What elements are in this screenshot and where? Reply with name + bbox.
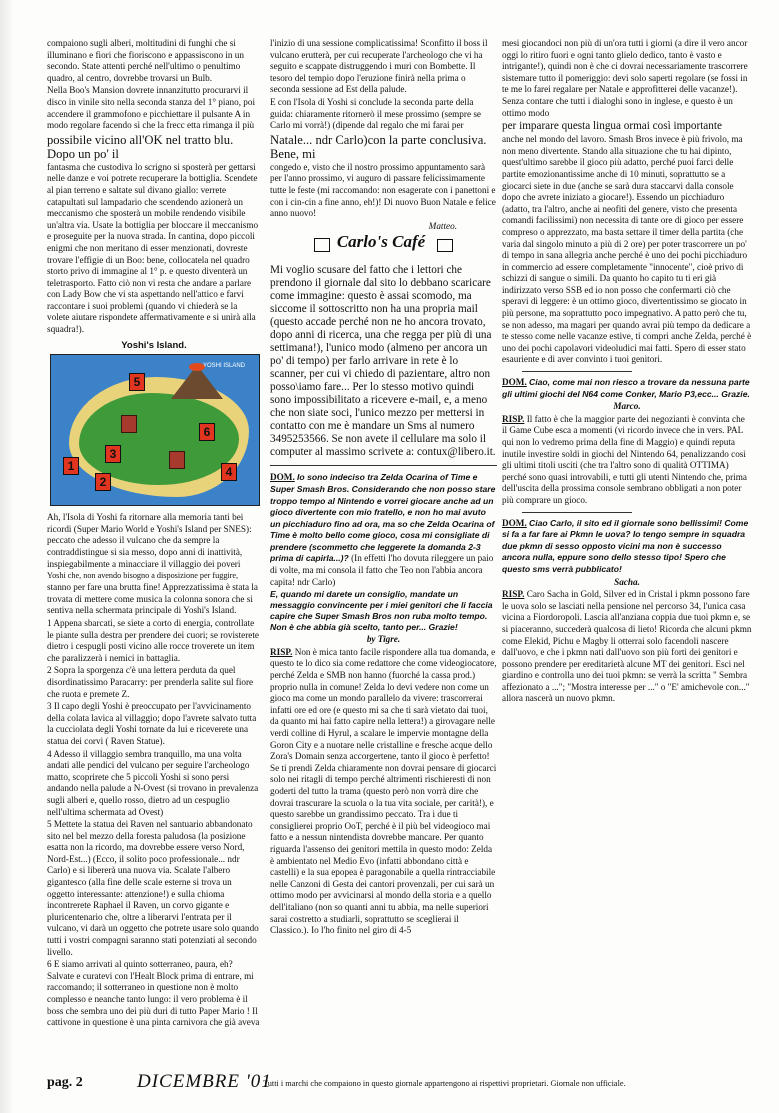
question-text: E, quando mi darete un consiglio, mandate un messaggio convincente per i miei genitori che li faccia capire che Super Smash Bros non ruba molto tempo. Non è che abbia già scelto, tanto per... Grazie! [270,589,493,633]
column-2 [270,38,497,1028]
paragraph-large: per imparare questa lingua ormai così importante [502,120,722,133]
answer-text: Caro Sacha in Gold, Silver ed in Cristal i pkmn possono fare le uova solo se lasciati nella pensione nel percorso 34, l'unica casa vicina a Fiordoropoli. Lascia all'anziana coppia due tuoi pkmn e, se si piaceranno, succederà qualcosa di lieto! Ricorda che alcuni pkmn come Elekid, Pichu e Magby li otterrai solo facendoli nascere dall'uovo, e che i pkmn nati dall'uovo son più forti dei genitori e possono prendere per ereditarietà alcune MT dei genitori. Esci nel giardino e controlla uno dei tuoi pkmn: se verrà la scritta " Sembra affezionato a ..."; "Mostra interesse per ..." o "E' amichevole con..." allora nascerà un nuovo pkmn. [502,589,752,704]
scan-edge-shadow [0,0,14,1113]
paragraph: mesi giocandoci non più di un'ora tutti i giorni (a dire il vero ancor oggi lo ritiro fuori e ogni tanto glielo dedico, tanto è vasto e intrigante!), quindi non è che ci dovrai necessariamente trascorrere sistemare tutto il pomeriggio: devi solo saperti regolare (se fossi in te me lo farei regalare per Natale e approfitterei delle vacanze!). Senza contare che tutti i dialoghi sono in inglese, e questo è un ottimo modo [502,38,748,118]
divider [270,465,497,466]
question-signature: Sacha. [614,576,640,587]
disclaimer: Tutti i marchi che compaiono in questo giornale appartengono ai rispettivi proprietari. Giornale non ufficiale. [263,1079,626,1088]
computer-icon [437,239,453,252]
question-label: DOM. [502,377,527,388]
map-marker-3: 3 [105,445,121,463]
question-label: DOM. [502,517,527,528]
map-marker-5: 5 [129,373,145,391]
column-3 [502,38,752,1038]
question-signature: by Tigre. [366,634,401,645]
paragraph: Mi voglio scusare del fatto che i lettori che prendono il giornale dal sito lo debbano scaricare come immagine: questo è assai scomodo, ma siccome il sottoscritto non ha una propria mail (questo accade perché non ne ho ancora trovato, dopo anni di ricerca, una che regga per più di una settimana!), l'unico modo (almeno per ancora un po' di tempo) per farlo arrivare in rete è lo scanner, per cui vi chiedo di pazientare, altro non posso\iamo fare... Per lo stesso motivo quindi sono impossibilitato a ricevere e-mail, e, a meno che non siate soci, l'unico mezzo per mettersi in contatto con me è mandare un Sms al numero 3495253566. Se non avete il cellulare ma solo il computer al massimo scrivete a: contux@libero.it. [270,264,496,459]
answer-label: RISP. [502,413,525,424]
paragraph: 3 Il capo degli Yoshi è preoccupato per l'avvicinamento della colata lavica al villaggio; dopo l'avrete salvato tutta la cucciolata degli Yoshi tornate da lui e riceverete una statua dei corvi ( Raven Statue). [47,701,257,746]
page-footer [47,1071,747,1093]
paragraph-large: possibile vicino all'OK nel tratto blu. Dopo un po' il [47,132,234,161]
paragraph: stanno per fare una brutta fine! Apprezzatissima è stata la trovata di mettere come musica la colonna sonora che si sentiva nella schermata principale di Yoshi's Island. [47,582,258,616]
paragraph: E con l'Isola di Yoshi si conclude la seconda parte della guida: chiaramente ritornerò il mese prossimo (sempre se Carlo mi vorrà!) (dipende dal regalo che mi farai per [270,96,481,131]
paragraph-small: Yoshi che, non avendo bisogno a disposizione per fuggire, [47,571,239,581]
divider [522,512,632,513]
paragraph: 4 Adesso il villaggio sembra tranquillo, ma una volta andati alle pendici del vulcano per seguire l'archeologo matto, scoprirete che 5 piccoli Yoshi si sono persi andando nella palude a N-Ovest (si trovano in prevalenza sugli alberi e, quello rosso, dietro ad un cespuglio nell'ultima schermata ad Ovest) [47,748,259,817]
map-house [169,451,185,469]
map-marker-6: 6 [199,423,215,441]
paragraph: congedo e, visto che il nostro prossimo appuntamento sarà per l'anno prossimo, vi auguro di passare felicissimamente tutte le feste (mi raccomando: non esagerate con i panettoni e con i cin-cin a fine anno, eh!)! Di nuovo Buon Natale e felice anno nuovo! [270,161,496,219]
map-island-jungle [79,393,239,485]
question-text: Ciao Carlo, il sito ed il giornale sono bellissimi! Come si fa a far fare ai Pkmn le uova? Io tengo sempre in squadra due pkmn di sesso opposto vicini ma non è successo ancora nulla, eppure sono dello stesso tipo! Spero che questo sms verrà pubblicato! [502,517,749,574]
paragraph: Nella Boo's Mansion dovrete innanzitutto procurarvi il disco in vinile sito nella seconda stanza del 1° piano, poi accendere il grammofono e picchiettare il pulsante A in modo regolare facendo sì che la frecc etta rimanga il più [47,85,256,131]
paragraph: anche nel mondo del lavoro. Smash Bros invece è più frivolo, ma non meno divertente. Stando alla situazione che tu hai dipinto, quest'ultimo sarebbe il gioco più adatto, perché puoi farci delle partite emozionantissime anche di 10 minuti, soprattutto se a giocarci siete in due (anche se sarà dura staccarvi dalla console dopo che avrete iniziato a giocare!). Essendo un picchiaduro (adatto, tra l'altro, anche ai neofiti del genere, visto che presenta comandi facilissimi) non necessita di tante ore di gioco per essere compreso o apprezzato, ma basta settare il timer della partita (che varia dal singolo minuto a più di 2 ore) per poter trascorrere un po' di tempo in sana allegria anche perché è uno dei pochi picchiaduro in commercio ad essere completamente "innocente", cioè privo di schizzi di sangue o simili. Da quanto ho capito tu ti eri già indirizzato verso SSB ed io non posso che confermarti ciò che speravi di leggere: è un ottimo gioco, divertentissimo se giocato in più persone, ma soprattutto poco impegnativo. A patto però che tu, se non adesso, ma magari per quando avrai più tempo da dedicare a te stesso come nelle vacanze estive, ti compri anche Zelda, perché è uno dei pochi capolavori videoludici mai fatti. Spero di esser stato esauriente e di aver convinto i tuoi genitori. [502,134,752,365]
cafe-header [270,232,497,262]
map-house [121,415,137,433]
paragraph-large: Natale... ndr Carlo)con la parte conclusiva. Bene, mi [270,132,487,161]
island-map-image [50,354,260,506]
paragraph: 6 E siamo arrivati al quinto sotterraneo, paura, eh? Salvate e curatevi con l'Healt Block prima di entrare, mi raccomando; il sotterraneo in questione non è molto complesso e neanche tanto lungo: il vero problema è il boss che sembra uno dei più duri di tutto Paper Mario ! Il cattivone in questione è una pinta carnivora che già aveva [47,959,260,1028]
cafe-logo-icon [314,238,330,252]
paragraph: 5 Mettete la statua dei Raven nel santuario abbandonato sito nel bel mezzo della foresta paludosa (la posizione esatta non la ricordo, ma dovrebbe essere verso Nord, Nord-Est...) (Ecco, il solito poco professionale... ndr Carlo) e si libererà una nuova via. Scalate l'albero gigantesco (alla fine delle scale esterne si trova un oggetto interessante: attenzione!) e sulla chioma incontrerete Raphael il Raven, un corvo gigante e pluricentenario che, oltre a liberarvi l'entrata per il vulcano, vi darà un oggetto che potrete usare solo quando tutti i vostri compagni saranno stati potenziati al secondo livello. [47,819,259,957]
column-1 [47,38,261,1028]
question-text: Io sono indeciso tra Zelda Ocarina of Time e Super Smash Bros. Considerando che non posso stare troppo tempo al Nintendo e vorrei giocare anche ad un gioco divertente con mio fratello, e non ho mai avuto un picchiaduro fino ad ora, ma so che Zelda Ocarina of Time è molto bello come gioco, cosa mi consigliate di prendere (scommetto che leggerete la domanda 2-3 prima di capirla...)? [270,472,496,564]
paragraph: 2 Sopra la sporgenza c'è una lettera perduta da quel disordinatissimo Paracarry: per prenderla salite sul fiore che ruota e premete Z. [47,665,254,699]
issue-date: DICEMBRE '01 [137,1071,272,1092]
map-marker-1: 1 [63,457,79,475]
divider [522,371,632,372]
map-label: YOSHI ISLAND [203,363,246,370]
answer-text: Non è mica tanto facile rispondere alla tua domanda, e questo te lo dico sia come redattore che come videogiocatore, perché Zelda e SMB non hanno (fuorché la cassa prod.) proprio nulla in comune! Zelda lo devi vedere non come un gioco ma come un mondo parallelo da vivere: trascorrerai infatti ore ed ore (e questo mi sa che ti sarà vietato dai tuoi, da quanto mi hai fatto capire nella lettera!) a girovagare nelle verdi colline di Hyrul, a scalare le impervie montagne della Goron City e a nuotare nelle cristalline e fresche acque dello Zora's Domain senza accorgertene, tanto il gioco è perfetto! Se ti prendi Zelda chiaramente non dovrai pensare di giocarci solo nei ritagli di tempo perché altrimenti rischieresti di non goderti del tutto la trama (questo però non vorrà dire che dovrai trascurare la scuola o la tua vita sociale, per carità!), e questo sarebbe un grandissimo peccato. Tra i due ti consiglierei proprio OoT, perché è il più bel videogioco mai fatto e a nessun nintendista dovrebbe mancare. Per quanto riguarda l'assenso dei genitori mettila in questo modo: Zelda è ambientato nel Medio Evo (infatti abbondano città e castelli) e la sua epopea è paragonabile a quella rintracciabile nelle Canzoni di Gesta dei cantori provenzali, per cui sarà un ottimo modo per avvicinarsi al mondo della storia e a quello dell'italiano (non so quanti anni tu abbia, ma nelle superiori sarai costretto a studiarli, soprattutto se sceglierai il Classico.). Io l'ho finito nel giro di 4-5 [270,646,497,936]
page-number: pag. 2 [47,1075,83,1090]
paragraph: fantasma che custodiva lo scrigno si sposterà per gettarsi nelle danze e voi potrete recuperare la bottiglia. Scendete al pian terreno e saltate sul divano giallo: verrete catapultati sul lampadario che scendendo azionerà un meccanismo che sposterà un mobile rendendo visibile un'altra via. Usate la bottiglia per bloccare il meccanismo e proseguite per la nuova strada. In cantina, dopo piccoli enigmi che non meritano di esser menzionati, dovreste trovare l'effigie di un Boo: bene, collocatela nel quadro storto privo di immagine al 1° p. e questo diventerà un teletrasporto. Fatto ciò non vi resta che andare a parlare con Lady Bow che vi sta aspettando nell'attico e farvi raccontare i suoi problemi (quando vi chiederà se la volete aiutare rispondete affermativamente e si unirà alla squadra!). [47,161,259,335]
paragraph: l'inizio di una sessione complicatissima! Sconfitto il boss il vulcano erutterà, per cui recuperate l'archeologo che vi ha seguito e scappate distruggendo i muri con Bombette. Il tesoro del tempio dopo l'eruzione finirà nella prima o seconda sessione ad Est della palude. [270,38,488,95]
map-marker-4: 4 [221,463,237,481]
editor-note: (In effetti l'ho dovuta rileggere un paio di volte, ma mi consola il fatto che Teo non l'abbia ancora capita! ndr Carlo) [270,553,494,587]
map-marker-2: 2 [95,473,111,491]
paragraph: Ah, l'Isola di Yoshi fa ritornare alla memoria tanti bei ricordi (Super Mario World e Yoshi's Island per SNES): peccato che adesso il vulcano che da sempre la contraddistingue si sia messo, dopo anni di inattività, inspiegabilmente a minacciare il villaggio dei poveri [47,512,252,569]
cafe-title: Carlo's Café [336,232,426,252]
signature: Matteo. [428,220,457,231]
question-signature: Marco. [613,401,641,412]
paragraph: 1 Appena sbarcati, se siete a corto di energia, controllate le piante sulla destra per prendere dei cuori; se rovisterete dietro i cespugli posti vicino alle rocce troverete un item che paralizzerà i nemici in battaglia. [47,618,259,663]
answer-label: RISP. [270,646,293,657]
answer-text: Il fatto è che la maggior parte dei negozianti è convinta che il Game Cube esca a momenti (vi ricordo invece che in vers. PAL qui non lo vedremo prima della fine di Maggio) e quindi reputa inutile investire soldi in giochi del Nintendo 64, penalizzando così gli ultimi titoli usciti (che tra l'altro sono di qualità OTTIMA) perché sono quasi introvabili, e tutti gli utenti Nintendo che, prima dell'uscita della prossima console sembrano obbligati a non poter più comprare un gioco. [502,413,747,505]
section-title: Yoshi's Island. [121,339,187,351]
question-text: Ciao, come mai non riesco a trovare da nessuna parte gli ultimi giochi del N64 come Conker, Mario P3,ecc... Grazie. [502,377,750,399]
question-label: DOM. [270,472,295,483]
answer-label: RISP. [502,589,525,600]
paragraph: compaiono sugli alberi, moltitudini di funghi che si illuminano e fiori che fioriscono e appassiscono in un secondo. State attenti perché nell'ultimo o penultimo quadro, al centro, dovrebbe trovarsi un Bulb. [47,38,244,83]
